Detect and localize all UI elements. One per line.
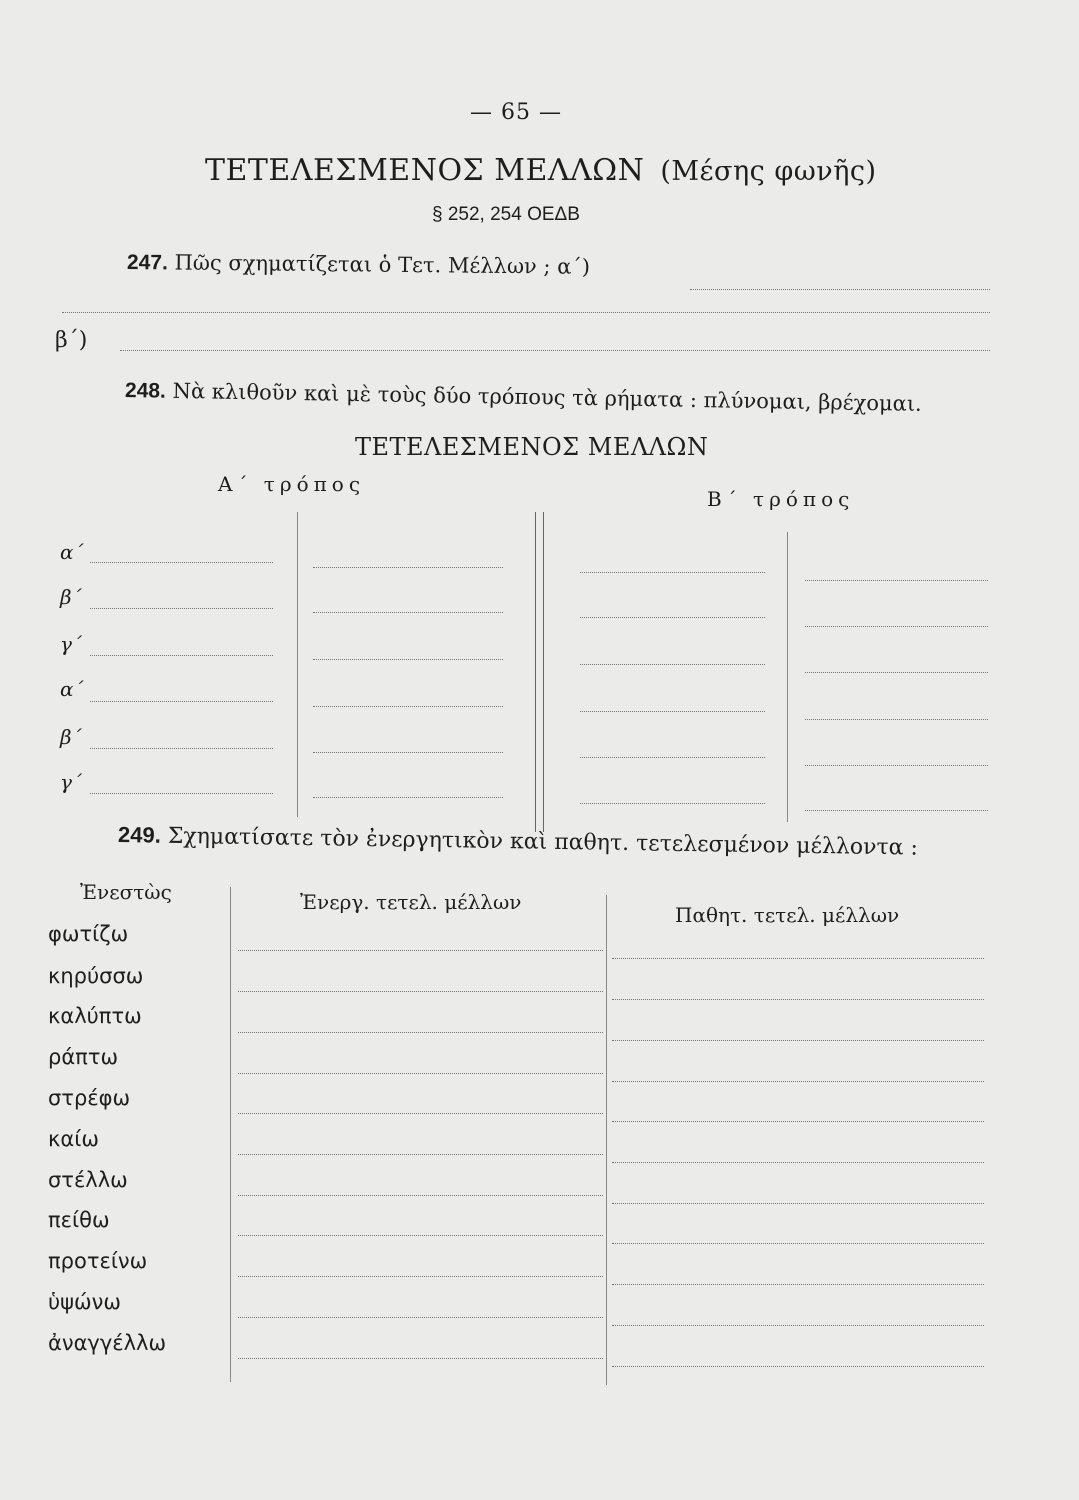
verb-item: καίω	[48, 1127, 99, 1151]
answer-line[interactable]	[313, 659, 503, 660]
answer-line[interactable]	[238, 991, 603, 992]
verb-item: καλύπτω	[48, 1004, 142, 1028]
exercise-247-text: Πῶς σχηματίζεται ὁ Τετ. Μέλλων ; α΄)	[174, 250, 591, 279]
column-divider-a	[297, 512, 298, 817]
section-reference: § 252, 254 ΟΕΔΒ	[432, 204, 580, 225]
answer-line[interactable]	[612, 1284, 984, 1285]
answer-line[interactable]	[612, 1121, 984, 1122]
verb-item: κηρύσσω	[48, 964, 144, 988]
answer-line-247a-1[interactable]	[690, 289, 990, 290]
answer-line[interactable]	[238, 1358, 603, 1359]
answer-line[interactable]	[238, 1113, 603, 1114]
exercise-247-question	[127, 250, 590, 280]
answer-line[interactable]	[90, 562, 273, 563]
answer-line[interactable]	[313, 752, 503, 753]
page-title-main: ΤΕΤΕΛΕΣΜΕΝΟΣ ΜΕΛΛΩΝ	[205, 153, 645, 188]
answer-line[interactable]	[313, 797, 503, 798]
answer-line[interactable]	[238, 950, 603, 951]
verb-item: φωτίζω	[48, 922, 129, 946]
answer-line[interactable]	[805, 765, 988, 766]
answer-line[interactable]	[612, 1243, 984, 1244]
verb-item: πείθω	[48, 1208, 110, 1232]
page-title	[205, 153, 877, 188]
row-label: γ΄	[60, 770, 82, 794]
answer-line[interactable]	[805, 672, 988, 673]
column-header-passive: Παθητ. τετελ. μέλλων	[675, 903, 900, 927]
exercise-247-part-b-label: β΄)	[55, 328, 88, 353]
method-b-heading: Β΄ τρόπος	[707, 487, 855, 511]
answer-line[interactable]	[238, 1154, 603, 1155]
answer-line[interactable]	[90, 793, 273, 794]
answer-line[interactable]	[612, 1081, 984, 1082]
conjugation-table-title: ΤΕΤΕΛΕΣΜΕΝΟΣ ΜΕΛΛΩΝ	[355, 433, 709, 461]
exercise-248-text: Νὰ κλιθοῦν καὶ μὲ τοὺς δύο τρόπους τὰ ρήματα : πλύνομαι, βρέχομαι.	[172, 378, 922, 416]
answer-line[interactable]	[612, 1366, 984, 1367]
verb-item: ἀναγγέλλω	[48, 1331, 167, 1355]
double-divider-right	[543, 512, 544, 832]
answer-line[interactable]	[580, 711, 765, 712]
exercise-248-number: 248.	[124, 379, 167, 403]
answer-line[interactable]	[805, 719, 988, 720]
answer-line[interactable]	[805, 626, 988, 627]
answer-line[interactable]	[238, 1032, 603, 1033]
exercise-249-text: Σχηματίσατε τὸν ἐνεργητικὸν καὶ παθητ. τετελεσμένον μέλλοντα :	[167, 823, 919, 861]
answer-line[interactable]	[238, 1195, 603, 1196]
page-title-voice: (Μέσης φωνῆς)	[660, 156, 877, 187]
row-label: α΄	[60, 677, 84, 701]
answer-line[interactable]	[90, 655, 273, 656]
verb-item: στέλλω	[48, 1168, 128, 1192]
answer-line[interactable]	[612, 1203, 984, 1204]
answer-line[interactable]	[612, 1325, 984, 1326]
answer-line-247a-2[interactable]	[62, 312, 990, 313]
answer-line[interactable]	[612, 958, 984, 959]
column-header-present: Ἐνεστὼς	[80, 880, 172, 904]
exercise-248-question	[125, 378, 922, 417]
answer-line[interactable]	[612, 1040, 984, 1041]
row-label: γ΄	[60, 632, 82, 656]
answer-line[interactable]	[612, 999, 984, 1000]
answer-line[interactable]	[580, 803, 765, 804]
answer-line[interactable]	[313, 706, 503, 707]
double-divider-left	[535, 512, 536, 832]
answer-line[interactable]	[580, 757, 765, 758]
verb-item: στρέφω	[48, 1086, 131, 1110]
answer-line[interactable]	[805, 810, 988, 811]
answer-line[interactable]	[90, 701, 273, 702]
answer-line[interactable]	[580, 572, 765, 573]
column-divider-1	[230, 887, 231, 1382]
column-divider-2	[606, 895, 607, 1385]
answer-line[interactable]	[313, 567, 503, 568]
answer-line[interactable]	[805, 580, 988, 581]
row-label: β΄	[60, 585, 82, 609]
column-divider-b	[787, 532, 788, 822]
answer-line-247b-1[interactable]	[120, 350, 990, 351]
method-a-heading: Α΄ τρόπος	[218, 472, 366, 496]
answer-line[interactable]	[238, 1235, 603, 1236]
exercise-249-question	[118, 822, 918, 861]
exercise-249-number: 249.	[117, 822, 162, 848]
answer-line[interactable]	[238, 1073, 603, 1074]
exercise-247-number: 247.	[126, 251, 168, 275]
column-header-active: Ἐνεργ. τετελ. μέλλων	[300, 890, 522, 914]
answer-line[interactable]	[612, 1162, 984, 1163]
row-label: α΄	[60, 540, 84, 564]
answer-line[interactable]	[580, 664, 765, 665]
answer-line[interactable]	[313, 612, 503, 613]
verb-item: ράπτω	[48, 1045, 119, 1069]
verb-item: ὑψώνω	[48, 1290, 121, 1314]
answer-line[interactable]	[238, 1276, 603, 1277]
page-number: — 65 —	[470, 100, 562, 125]
answer-line[interactable]	[90, 608, 273, 609]
row-label: β΄	[60, 725, 82, 749]
verb-item: προτείνω	[48, 1249, 148, 1273]
answer-line[interactable]	[238, 1317, 603, 1318]
answer-line[interactable]	[580, 617, 765, 618]
answer-line[interactable]	[90, 748, 273, 749]
